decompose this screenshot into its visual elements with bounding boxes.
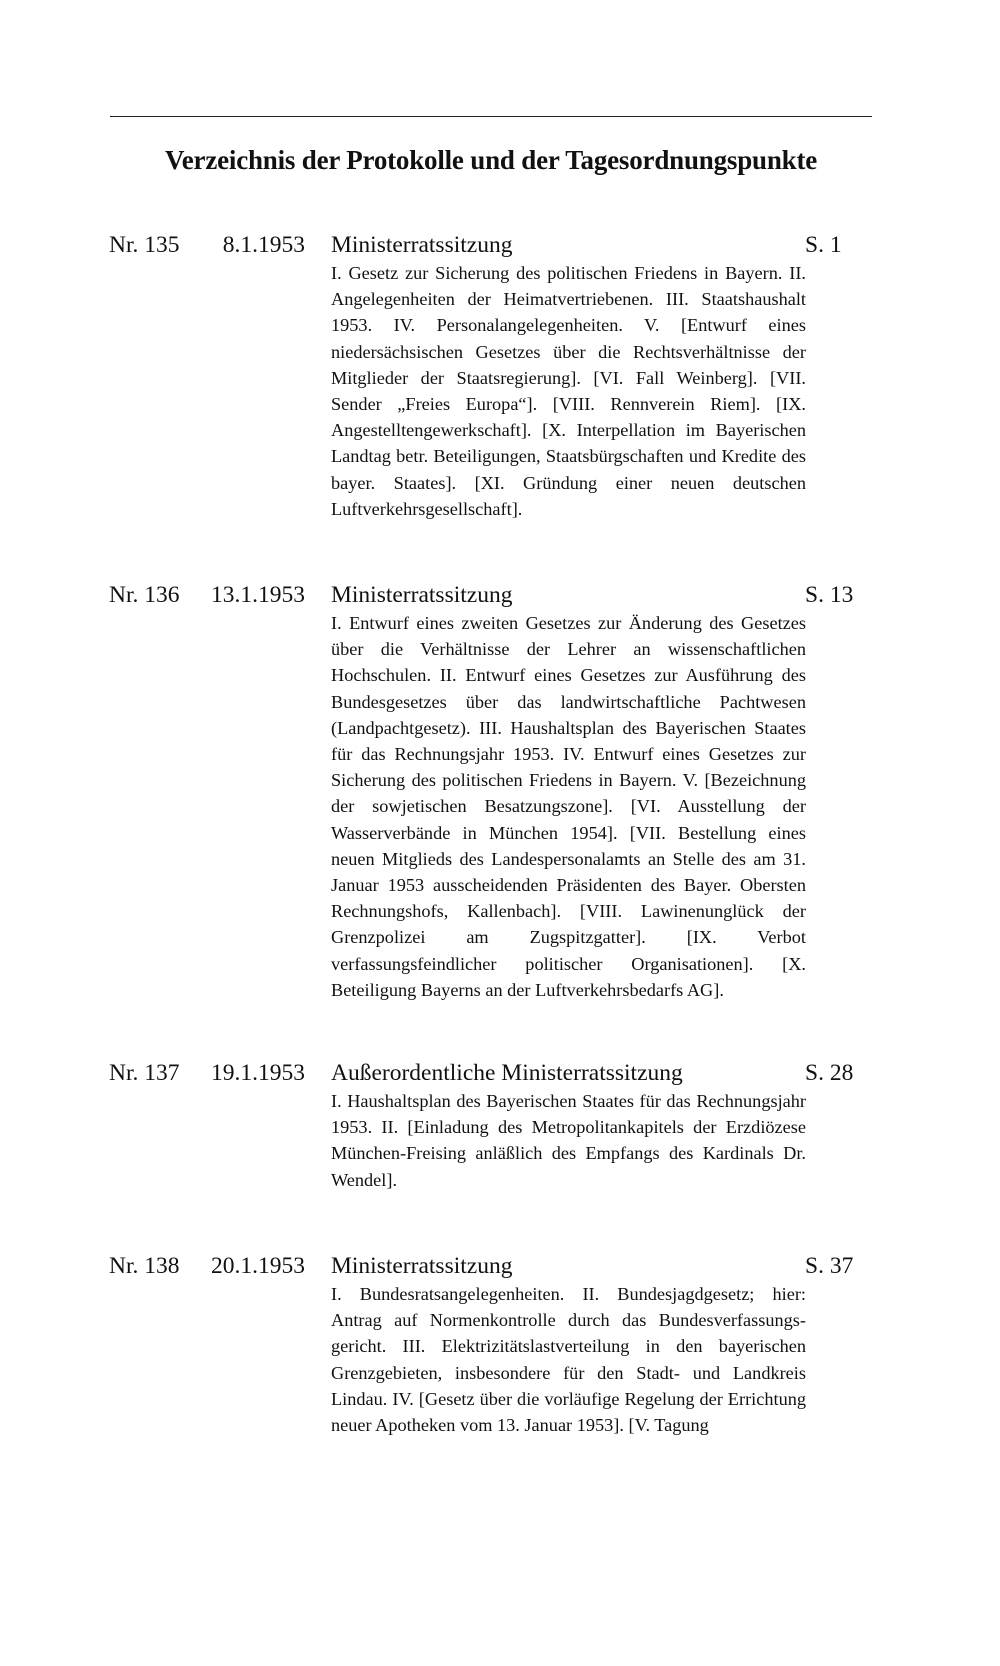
entry-session-type: Ministerratssitzung xyxy=(331,232,513,258)
page-title: Verzeichnis der Protokolle und der Tagesordnungspunkte xyxy=(164,145,818,175)
entry-agenda: I. Bundesratsangelegenheiten. II. Bundesjagdgesetz; hier: Antrag auf Normenkontrolle durch das Bundesverfassungsgericht. III. Elektrizitätslastverteilung in den bayerischen Grenzgebieten, insbesondere für den Stadt- und Landkreis Lindau. IV. [Gesetz über die vorläufige Regelung der Errichtung neuer Apotheken vom 13. Januar 1953]. [V. Tagung xyxy=(331,1284,806,1436)
entry-date: 20.1.1953 xyxy=(211,1253,305,1279)
entry-agenda: I. Haushaltsplan des Bayerischen Staates für das Rechnungsjahr 1953. II. [Einladung des Metropolitankapitels der Erzdiözese München-Freising anläßlich des Empfangs des Kardinals Dr. Wendel]. xyxy=(331,1091,806,1190)
entry-agenda: I. Entwurf eines zweiten Gesetzes zur Änderung des Gesetzes über die Verhältnisse der Lehrer an wissenschaftlichen Hochschulen. II. Entwurf eines Gesetzes zur Ausführung des Bundesgesetzes über das landwirtschaftliche Pachtwesen (Landpachtgesetz). III. Haushaltsplan des Bayerischen Staates für das Rechnungsjahr 1953. IV. Entwurf eines Gesetzes zur Sicherung des politischen Friedens in Bayern. V. [Bezeichnung der sowjetischen Besatzungszone]. [VI. Ausstellung der Wasserverbände in München 1954]. [VII. Bestellung eines neuen Mitglieds des Landespersonalamts an Stelle des am 31. Januar 1953 ausscheidenden Präsidenten des Bayer. Obersten Rechnungshofs, Kallenbach]. [VIII. Lawinenunglück der Grenzpolizei am Zugspitzgatter]. [IX. Verbot verfassungsfeindlicher politischer Organisationen]. [X. Beteiligung Bayerns an der Luftverkehrsbedarfs AG]. xyxy=(331,613,806,1000)
entry-session-type: Außerordentliche Ministerratssitzung xyxy=(331,1060,683,1086)
entry-header xyxy=(0,1058,1000,1088)
entry-header xyxy=(0,580,1000,610)
entry-page-ref: S. 37 xyxy=(805,1253,854,1279)
entry-number: Nr. 135 xyxy=(109,232,180,258)
top-rule xyxy=(110,116,872,117)
entry-page-ref: S. 13 xyxy=(805,582,854,608)
entry-header xyxy=(0,1251,1000,1281)
entry-number: Nr. 137 xyxy=(109,1060,180,1086)
protocol-entry xyxy=(0,230,1000,540)
entry-date: 13.1.1953 xyxy=(211,582,305,608)
protocol-entry xyxy=(0,1251,1000,1457)
entry-number: Nr. 136 xyxy=(109,582,180,608)
entry-agenda: I. Gesetz zur Sicherung des politischen Friedens in Bayern. II. Angelegenheiten der Heimatvertriebenen. III. Staatshaushalt 1953. IV. Personalangelegenheiten. V. [Entwurf eines niedersächsischen Gesetzes über die Rechtsverhältnisse der Mitglieder der Staatsregierung]. [VI. Fall Weinberg]. [VII. Sender „Freies Europa“]. [VIII. Rennverein Riem]. [IX. Angestelltengewerkschaft]. [X. Interpellation im Bayerischen Landtag betr. Beteiligungen, Staatsbürgschaften und Kredite des bayer. Staates]. [XI. Gründung einer neuen deutschen Luftverkehrsgesellschaft]. xyxy=(331,263,806,519)
protocol-entry xyxy=(0,1058,1000,1211)
entry-date: 8.1.1953 xyxy=(222,232,305,258)
entry-page-ref: S. 28 xyxy=(805,1060,854,1086)
entry-session-type: Ministerratssitzung xyxy=(331,1253,513,1279)
entry-session-type: Ministerratssitzung xyxy=(331,582,513,608)
protocol-entry xyxy=(0,580,1000,1021)
entry-number: Nr. 138 xyxy=(109,1253,180,1279)
entry-date: 19.1.1953 xyxy=(211,1060,305,1086)
entry-page-ref: S. 1 xyxy=(805,232,842,258)
entry-header xyxy=(0,230,1000,260)
